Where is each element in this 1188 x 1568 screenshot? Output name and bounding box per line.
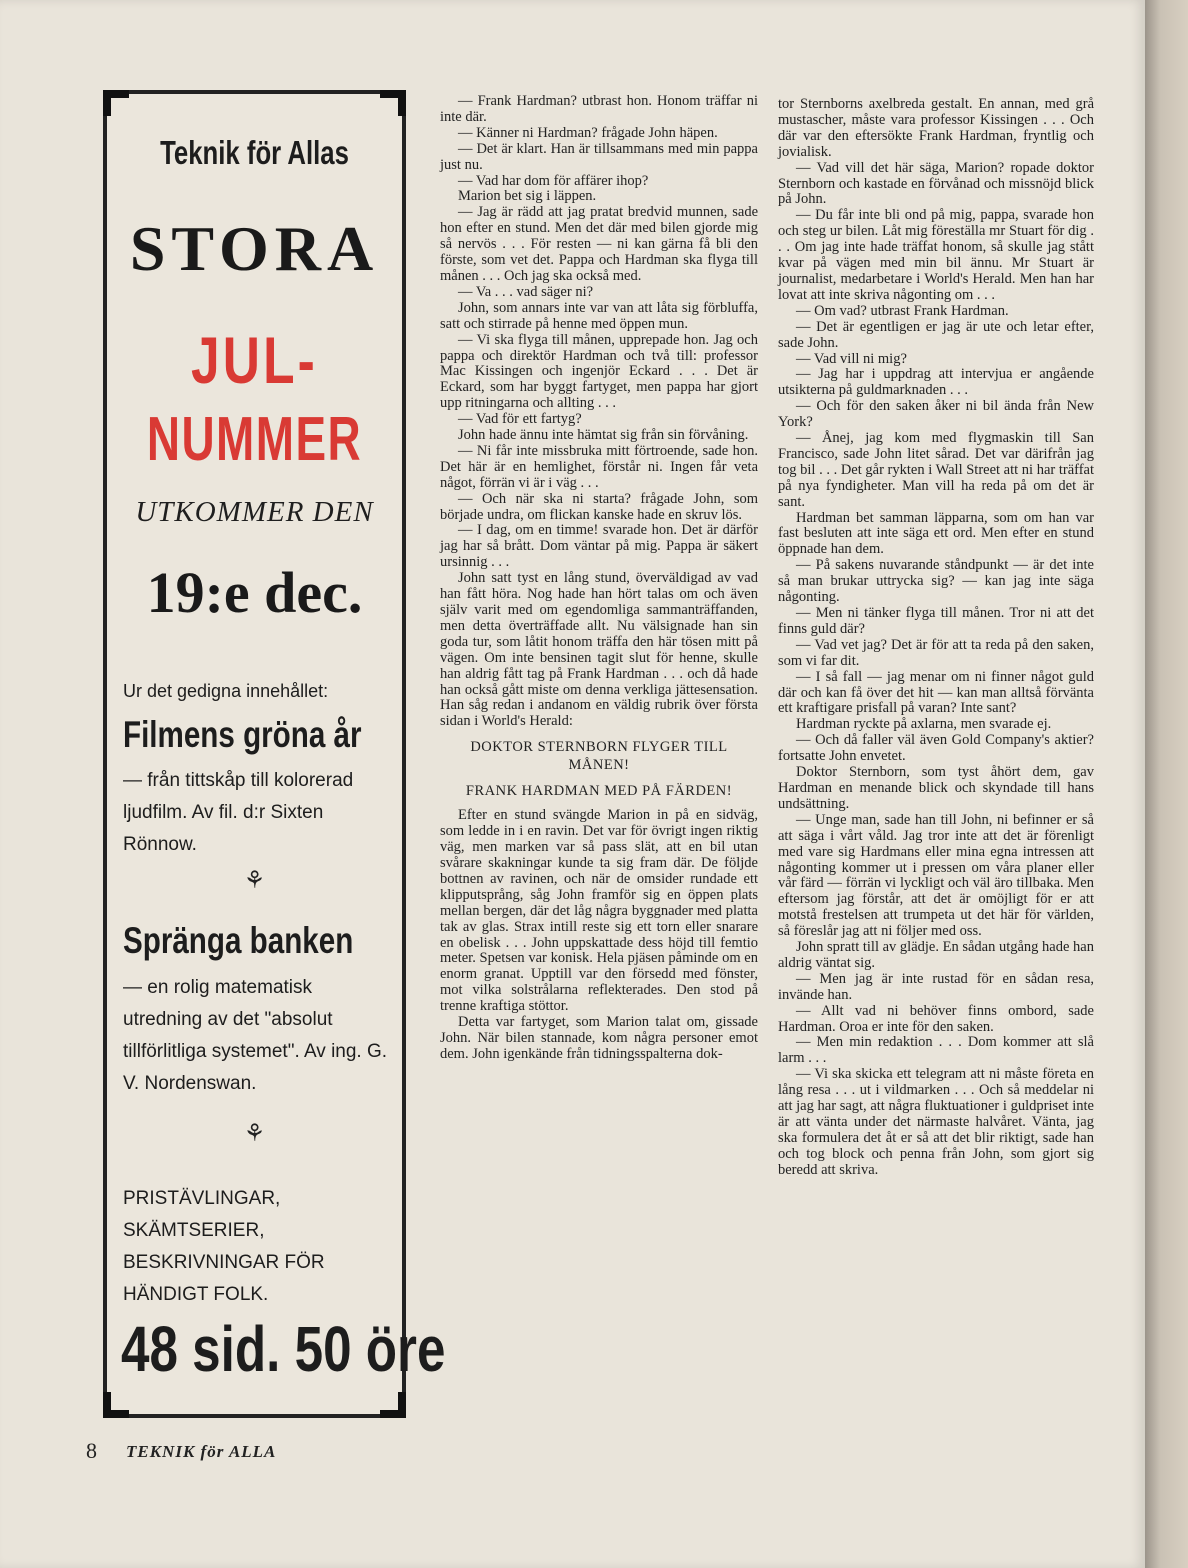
paragraph: — Och för den saken åker ni bil ända från New York?: [778, 398, 1094, 431]
paragraph: — Det är egentligen er jag är ute och letar efter, sade John.: [778, 318, 1094, 351]
paragraph: — Ånej, jag kom med flygmaskin till San Francisco, sade John litet sårad. Det var därifrån jag tog bil . . . Det går rykten i Wall Street att ni har träffat på nya fyndigheter. Man vill ha reda på om det är sant.: [778, 430, 1094, 510]
paragraph: — Du får inte bli ond på mig, pappa, svarade hon och steg ur bilen. Låt mig föreställa mr Stuart för dig . . . Om jag inte hade träffat honom, så skulle jag stått kvar på vägen med min bil ännu. Mr Stuart är journalist, medarbetare i World's Herald. Men han har lovat att inte skriva någonting om . . .: [778, 207, 1094, 303]
paragraph: — Allt vad ni behöver finns ombord, sade Hardman. Oroa er inte för den saken.: [778, 1002, 1094, 1035]
newspaper-headline: DOKTOR STERNBORN FLYGER TILL MÅNEN!: [470, 739, 728, 774]
paragraph: — Ni får inte missbruka mitt förtroende, sade hon. Det här är en hemlighet, förstår ni. Ingen får veta något, förrän vi är i väg . . .: [440, 442, 758, 491]
ad-contents-intro: Ur det gedigna innehållet:: [123, 681, 329, 701]
paragraph: — Vi ska skicka ett telegram att ni måste företa en lång resa . . . ut i vildmarken . . . Och så meddelar ni att jag har sagt, att några fluktuationer i guldpriset inte är att vänta under det närmaste halvåret. Vänta, jag ska formulera det åt er så att det blir riktigt, sade han och tog block och penna från John, som gjort sig beredd att skriva.: [778, 1066, 1094, 1178]
paragraph: — Känner ni Hardman? frågade John häpen.: [458, 124, 718, 141]
paragraph: Efter en stund svängde Marion in på en sidväg, som ledde in i en ravin. Det var för övrigt ingen riktig väg, men marken var så pass slät, att en bil utan svårare skakningar kunde ta sig fram där. De följde bottnen av ravinen, och när de omsider rundade ett klipputsprång, såg John framför sig en öppen plats mellan bergen, där det låg några byggnader med platta tak av glas. Strax intill reste sig ett torn eller snarare en obelisk . . . John uppskattade dess höjd till femtio meter. Spetsen var konisk. Hela pjäsen påminde om en enorm granat. Upptill var den försedd med fönster, mot vilka solstrålarna reflekterades. Den stod på trenne kraftiga stöttor.: [440, 807, 758, 1015]
ornament-icon: ⚘: [243, 1121, 266, 1147]
paragraph: — På sakens nuvarande ståndpunkt — är det inte så man brukar uttrycka sig? — kan jag inte säga någonting.: [778, 557, 1094, 606]
ad-corner-ornament: [380, 1392, 406, 1418]
ad-headline-stora: STORA: [129, 213, 380, 284]
paragraph: John hade ännu inte hämtat sig från sin förvåning.: [458, 427, 749, 444]
newspaper-headline: FRANK HARDMAN MED PÅ FÄRDEN!: [465, 783, 733, 800]
paragraph: John, som annars inte var van att låta sig förbluffa, satt och stirrade på henne med öppen mun.: [440, 299, 758, 332]
paragraph: tor Sternborns axelbreda gestalt. En annan, med grå mustascher, måste vara professor Kissingen . . . Och där var den eftersökte Frank Hardman, fryntlig och jovialisk.: [778, 96, 1094, 160]
page-number: 8: [86, 1438, 97, 1463]
ad-price: 48 sid. 50 öre: [121, 1313, 446, 1385]
story-column-1: [440, 94, 758, 1063]
paragraph: — Och då faller väl även Gold Company's aktier? fortsatte John envetet.: [778, 732, 1094, 765]
paragraph: — Frank Hardman? utbrast hon. Honom träffar ni inte där.: [440, 93, 758, 125]
ad-magazine-name: Teknik för Allas: [160, 134, 349, 171]
paragraph: Detta var fartyget, som Marion talat om, gissade John. När bilen stannade, kom några personer emot dem. John igenkände från tidningsspalterna dok-: [440, 1014, 758, 1062]
christmas-issue-ad: [103, 90, 446, 1418]
paragraph: — Vad för ett fartyg?: [458, 411, 582, 428]
paragraph: — I så fall — jag menar om ni finner något guld där och kan få över det hit — kan man alltså förvänta ett kraftigare prisfall på varan? Inte sant?: [778, 668, 1094, 717]
ornament-icon: ⚘: [243, 868, 266, 894]
next-page-edge: [1145, 0, 1188, 1568]
paragraph: Marion bet sig i läppen.: [458, 188, 597, 205]
paragraph: — I dag, om en timme! svarade hon. Det är därför jag har så brått. Dom väntar på mig. Pappa är säkert ursinnig . . .: [440, 522, 758, 571]
paragraph: — Va . . . vad säger ni?: [458, 283, 594, 300]
paragraph: — Jag har i uppdrag att intervjua er angående utsikterna på guldmarknaden . . .: [778, 366, 1094, 399]
story-column-2: [778, 97, 1094, 1179]
paragraph: — Vad vill det här säga, Marion? ropade doktor Sternborn och kastade en förvånad och missnöjd blick på John.: [778, 159, 1094, 208]
ad-release-label: UTKOMMER DEN: [135, 496, 374, 528]
ad-article-title: Spränga banken: [123, 920, 354, 961]
ad-corner-ornament: [380, 90, 406, 116]
paragraph: Hardman ryckte på axlarna, men svarade ej.: [796, 716, 1052, 733]
paragraph: — Och när ska ni starta? frågade John, som började undra, om flickan kanske hade en skruv lös.: [440, 490, 758, 523]
paragraph: — Vad vill ni mig?: [796, 350, 907, 367]
paragraph: — Det är klart. Han är tillsammans med min pappa just nu.: [440, 140, 758, 173]
ad-release-date: 19:e dec.: [146, 560, 363, 625]
paragraph: Doktor Sternborn, som tyst åhört dem, gav Hardman en menande blick och skyndade till hans undsättning.: [778, 764, 1094, 812]
footer-magazine-title: TEKNIK för ALLA: [126, 1442, 277, 1461]
paragraph: — Om vad? utbrast Frank Hardman.: [796, 302, 1009, 319]
paragraph: Hardman bet samman läpparna, som om han var fast besluten att inte säga ett ord. Men efter en stund öppnade han dem.: [778, 509, 1094, 558]
paragraph: — Men ni tänker flyga till månen. Tror ni att det finns guld där?: [778, 605, 1094, 637]
ad-article-title: Filmens gröna år: [123, 714, 362, 755]
paragraph: — Unge man, sade han till John, ni befinner er så att säga i vårt våld. Jag tror inte att det är förenligt med vare sig Hardmans eller mina egna intressen att någonting kommer ut i pressen om våra planer eller vår färd — förrän vi lyckligt och väl äro tillbaka. Men eftersom jag förstår, att det är omöjligt för er att motstå frestelsen att trumpeta ut det här för världen, så föreslår jag att ni följer med oss.: [778, 811, 1094, 940]
paragraph: — Men min redaktion . . . Dom kommer att slå larm . . .: [778, 1034, 1094, 1067]
ad-article-description: — från tittskåp till kolorerad ljudfilm. Av fil. d:r Sixten Rönnow.: [123, 770, 354, 855]
paragraph: — Jag är rädd att jag pratat bredvid munnen, sade hon efter en stund. Men det där med bilen gjorde mig så nervös . . . För resten — ni kan gärna få bli den förste, som vet det. Pappa och Hardman ska flyga till månen . . . Och jag ska också med.: [440, 204, 758, 284]
paragraph: John satt tyst en lång stund, överväldigad av vad han fått höra. Nog hade han hört talas om och även själv varit med om egendomliga sammanträffanden, men detta överträffade allt. Nu välsignade han sin goda tur, som låtit honom träffa den här tösen mitt på vägen. Om inte bensinen tagit slut för henne, skulle han aldrig fått tag på Frank Hardman . . . och då hade han också gått miste om denna verkliga jättesensation. Han såg redan i andanom en väldig rubrik över första sidan i World's Herald:: [440, 570, 758, 730]
ad-features-list: PRISTÄVLINGAR, SKÄMTSERIER, BESKRIVNINGAR FÖR HÄNDIGT FOLK.: [123, 1188, 325, 1305]
paragraph: — Men jag är inte rustad för en sådan resa, invände han.: [778, 970, 1094, 1003]
paragraph: John spratt till av glädje. En sådan utgång hade han aldrig väntat sig.: [778, 939, 1094, 971]
paragraph: — Vad har dom för affärer ihop?: [458, 172, 649, 189]
paragraph: — Vi ska flyga till månen, upprepade hon. Jag och pappa och direktör Hardman och två till: professor Mac Kissingen och ingenjör Eckard . . . Det är Eckard, som har byggt fartyget, men pappa har gjort upp ritningarna och allting . . .: [440, 331, 758, 412]
paragraph: — Vad vet jag? Det är för att ta reda på den saken, som vi far dit.: [778, 636, 1094, 669]
ad-headline-nummer: NUMMER: [146, 405, 363, 474]
ad-article-description: — en rolig matematisk utredning av det "absolut tillförlitliga systemet". Av ing. G. V. Nordenswan.: [123, 977, 388, 1094]
ad-corner-ornament: [103, 1392, 129, 1418]
ad-headline-jul: JUL-: [191, 323, 318, 397]
ad-corner-ornament: [103, 90, 129, 116]
